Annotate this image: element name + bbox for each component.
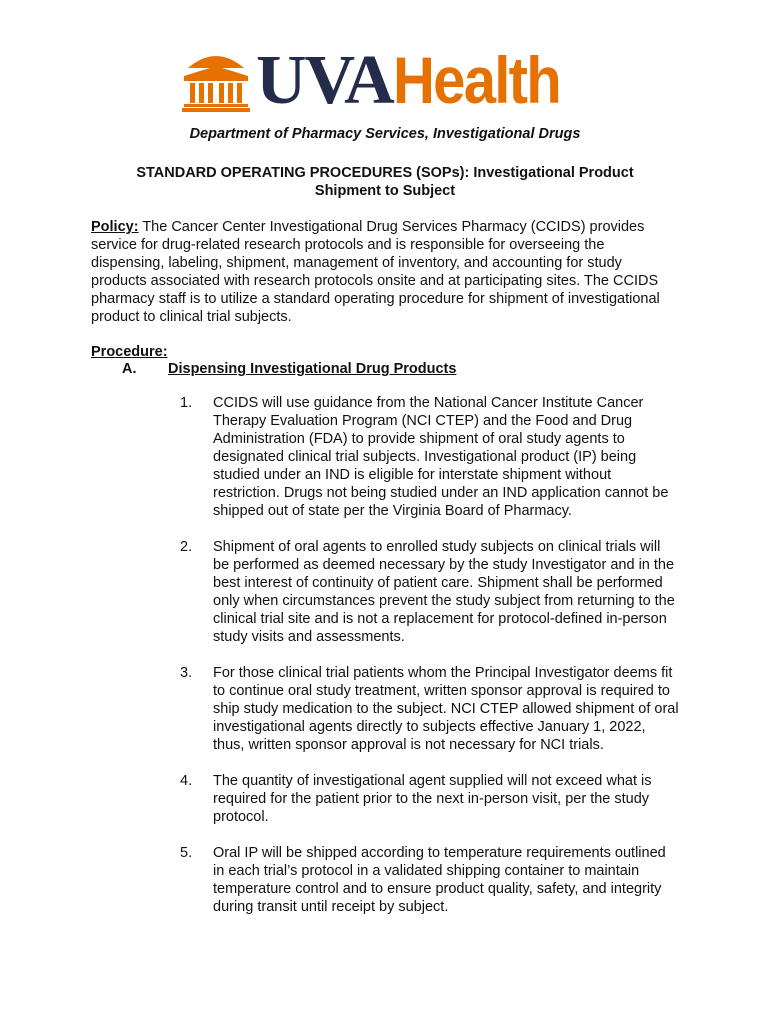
list-item-text: For those clinical trial patients whom the Principal Investigator deems fit to continue oral study treatment, written sponsor approval is required to ship study medication to the subject. NCI CTEP allowed shipment of oral investigational agents directly to subjects effective January 1, 2022, thus, written sponsor approval is not necessary for NCI trials. bbox=[213, 665, 679, 753]
list-item-text: The quantity of investigational agent supplied will not exceed what is required for the patient prior to the next in-person visit, per the study protocol. bbox=[213, 773, 652, 825]
list-item bbox=[180, 772, 680, 826]
list-item-text: CCIDS will use guidance from the National Cancer Institute Cancer Therapy Evaluation Program (NCI CTEP) and the Food and Drug Administration (FDA) to provide shipment of oral study agents to designated clinical trial subjects. Investigational product (IP) being studied under an IND is eligible for interstate shipment without restriction. Drugs not being studied under an IND application cannot be shipped out of state per the Virginia Board of Pharmacy. bbox=[213, 395, 669, 519]
document-title: STANDARD OPERATING PROCEDURES (SOPs): Investigational Product Shipment to Subject bbox=[136, 165, 634, 199]
list-item-text: Oral IP will be shipped according to temperature requirements outlined in each trial’s protocol in a validated shipping container to maintain temperature control and to ensure product quality, safety, and integrity during transit until receipt by subject. bbox=[213, 845, 666, 915]
logo-wordmark bbox=[256, 42, 582, 119]
list-item-text: Shipment of oral agents to enrolled study subjects on clinical trials will be performed as deemed necessary by the study Investigator and in the best interest of continuity of patient care. Shipment shall be performed only when circumstances prevent the study subject from returning to the clinical trial site and is not a replacement for protocol-defined in-person study visits and assessments. bbox=[213, 539, 675, 645]
logo-uva-text: UVA bbox=[256, 42, 393, 119]
list-item bbox=[180, 664, 680, 754]
section-letter: A. bbox=[122, 361, 137, 377]
logo-health-text: Health bbox=[392, 43, 560, 117]
procedure-label: Procedure: bbox=[91, 344, 168, 360]
section-title: Dispensing Investigational Drug Products bbox=[168, 361, 457, 377]
list-item-number: 1. bbox=[180, 395, 193, 411]
list-item-number: 4. bbox=[180, 773, 193, 789]
list-item bbox=[180, 844, 680, 916]
policy-text: The Cancer Center Investigational Drug Services Pharmacy (CCIDS) provides service for drug-related research protocols and is responsible for overseeing the dispensing, labeling, shipment, management of inventory, and accounting for study products associated with research protocols onsite and at participating sites. The CCIDS pharmacy staff is to utilize a standard operating procedure for shipment of investigational product to clinical trial subjects. bbox=[91, 219, 660, 325]
list-item-number: 5. bbox=[180, 845, 193, 861]
list-item-number: 3. bbox=[180, 665, 193, 681]
list-item bbox=[180, 538, 680, 646]
procedure-list bbox=[180, 394, 680, 934]
rotunda-icon bbox=[182, 46, 250, 112]
uva-health-logo bbox=[182, 42, 592, 119]
list-item-number: 2. bbox=[180, 539, 193, 555]
department-heading: Department of Pharmacy Services, Investigational Drugs bbox=[189, 126, 581, 142]
policy-label: Policy: bbox=[91, 219, 139, 235]
section-heading bbox=[122, 361, 456, 377]
policy-paragraph bbox=[91, 218, 681, 326]
list-item bbox=[180, 394, 680, 520]
